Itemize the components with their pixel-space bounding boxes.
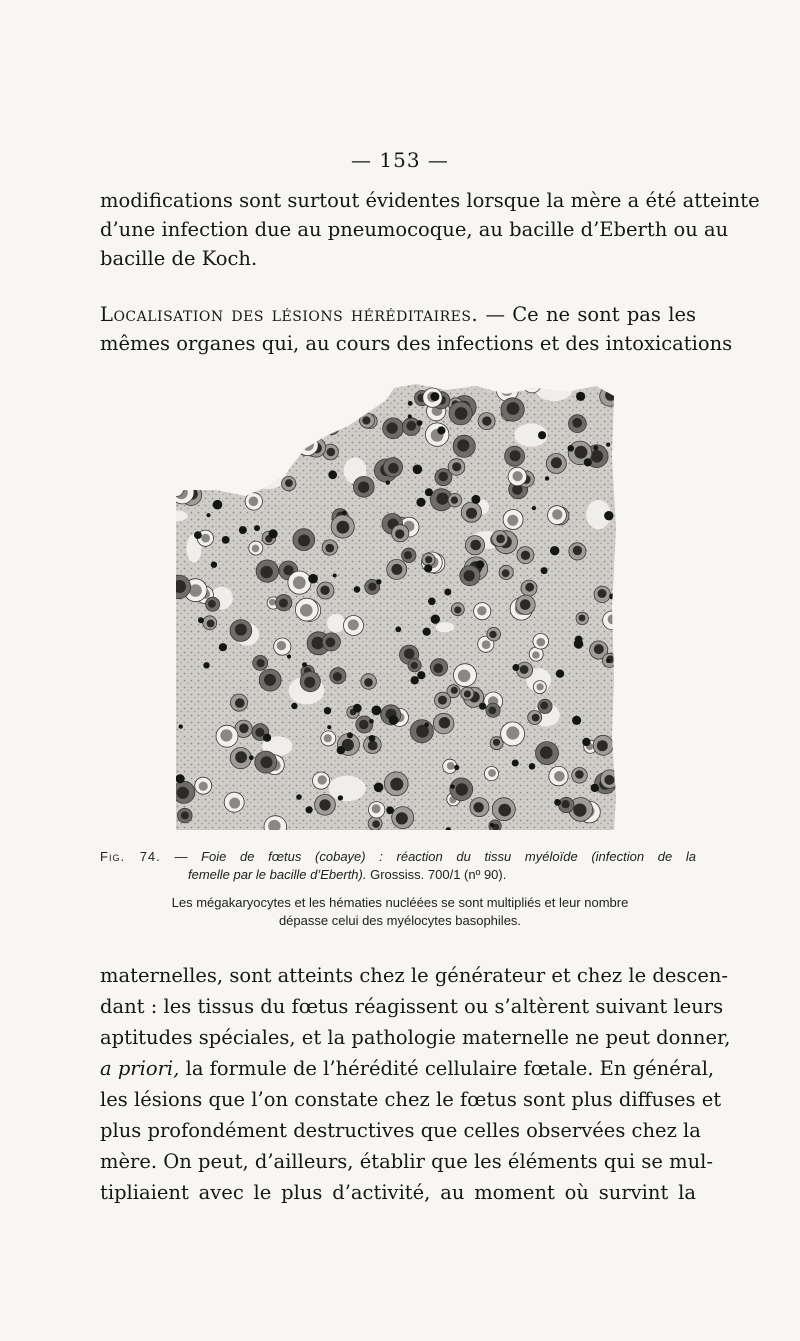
nucleated-erythrocyte	[416, 498, 425, 507]
nucleated-erythrocyte	[479, 703, 486, 710]
cell-nucleus	[199, 782, 208, 791]
nucleated-erythrocyte	[554, 799, 561, 806]
nucleated-erythrocyte	[369, 735, 376, 742]
nucleated-erythrocyte	[347, 732, 353, 738]
nucleated-erythrocyte	[342, 511, 347, 516]
cell-nucleus	[411, 662, 418, 669]
vacuole	[327, 614, 345, 633]
cell-nucleus	[341, 381, 349, 389]
blood-cell	[194, 455, 215, 476]
text-line: mêmes organes qui, au cours des infections et des intoxications	[100, 332, 733, 355]
nucleated-erythrocyte	[194, 531, 202, 539]
cell-nucleus	[368, 583, 376, 591]
cell-nucleus	[302, 439, 314, 451]
blood-cell	[254, 395, 276, 417]
text-line	[100, 1053, 715, 1084]
cell-nucleus	[396, 812, 408, 824]
nucleated-erythrocyte	[454, 765, 459, 770]
figure-magnification: Grossiss. 700/1 (nº 90).	[370, 867, 507, 882]
nucleated-erythrocyte	[219, 643, 227, 651]
nucleated-erythrocyte	[333, 574, 337, 578]
paragraph-2	[100, 300, 733, 358]
cell-nucleus	[259, 400, 271, 412]
nucleated-erythrocyte	[512, 760, 519, 767]
cell-nucleus	[320, 586, 329, 595]
cell-nucleus	[372, 820, 380, 828]
cell-nucleus	[279, 599, 288, 608]
cell-nucleus	[319, 799, 330, 810]
nucleated-erythrocyte	[512, 664, 519, 671]
cell-nucleus	[186, 401, 197, 412]
cell-nucleus	[573, 546, 582, 555]
blood-cell	[194, 386, 214, 406]
nucleated-erythrocyte	[206, 388, 213, 395]
cell-nucleus	[532, 651, 540, 659]
cell-nucleus	[264, 674, 276, 686]
blood-cell	[221, 428, 235, 442]
cell-nucleus	[554, 771, 565, 782]
nucleated-erythrocyte	[584, 458, 592, 466]
blood-cell	[320, 378, 335, 389]
nucleated-erythrocyte	[593, 445, 598, 450]
cell-nucleus	[207, 620, 215, 628]
cell-nucleus	[395, 529, 404, 538]
cell-nucleus	[498, 804, 511, 817]
blood-cell	[237, 461, 253, 477]
cell-nucleus	[390, 778, 403, 791]
cell-nucleus	[451, 687, 458, 694]
cell-nucleus	[597, 740, 608, 751]
cell-nucleus	[591, 450, 604, 463]
cell-nucleus	[388, 463, 399, 474]
cell-nucleus	[594, 644, 604, 654]
text-line: modifications sont surtout évidentes lorsque la mère a été atteinte	[100, 189, 760, 212]
cell-nucleus	[447, 762, 455, 770]
nucleated-erythrocyte	[545, 476, 549, 480]
cell-nucleus	[285, 479, 293, 487]
cell-nucleus	[537, 683, 544, 690]
nucleated-erythrocyte	[211, 562, 217, 568]
cell-nucleus	[176, 483, 181, 492]
blood-cell	[234, 459, 251, 476]
nucleated-erythrocyte	[353, 704, 362, 713]
nucleated-erythrocyte	[291, 703, 297, 709]
nucleated-erythrocyte	[306, 806, 313, 813]
nucleated-erythrocyte	[568, 445, 575, 452]
cell-nucleus	[277, 641, 286, 650]
cell-nucleus	[324, 734, 332, 742]
nucleated-erythrocyte	[428, 598, 436, 606]
cell-nucleus	[181, 811, 189, 819]
cell-nucleus	[261, 756, 273, 768]
cell-nucleus	[177, 787, 189, 799]
figure-caption	[100, 848, 696, 884]
nucleated-erythrocyte	[425, 488, 433, 496]
cell-nucleus	[506, 726, 519, 739]
cell-nucleus	[368, 741, 378, 751]
latin-phrase: a priori,	[100, 1057, 180, 1080]
cell-nucleus	[326, 544, 335, 553]
cell-nucleus	[537, 638, 546, 647]
nucleated-erythrocyte	[203, 662, 209, 668]
cell-nucleus	[520, 599, 531, 610]
legend-line-1: Les mégakaryocytes et les hématies nucléées se sont multipliés et leur nombre	[171, 895, 629, 910]
cell-nucleus	[220, 729, 232, 741]
page-number: — 153 —	[351, 148, 449, 172]
text-line: d’une infection due au pneumocoque, au bacille d’Eberth ou au	[100, 218, 729, 241]
cell-nucleus	[604, 775, 614, 785]
nucleated-erythrocyte	[471, 495, 480, 504]
cell-nucleus	[598, 589, 607, 598]
cell-nucleus	[406, 421, 416, 431]
nucleated-erythrocyte	[575, 636, 583, 644]
cell-nucleus	[304, 677, 315, 688]
cell-nucleus	[456, 783, 468, 795]
cell-nucleus	[358, 482, 369, 493]
text-line: mère. On peut, d’ailleurs, établir que les éléments qui se mul-	[100, 1150, 713, 1173]
nucleated-erythrocyte	[541, 567, 548, 574]
cell-nucleus	[507, 515, 518, 526]
blood-cell	[249, 437, 272, 460]
nucleated-erythrocyte	[206, 513, 210, 517]
cell-nucleus	[521, 551, 530, 560]
tissue-section	[176, 378, 616, 830]
cell-nucleus	[269, 599, 276, 606]
vacuole	[328, 776, 365, 802]
liver-tissue-micrograph	[176, 378, 616, 830]
nucleated-erythrocyte	[217, 389, 224, 396]
cell-nucleus	[332, 382, 339, 389]
cell-nucleus	[488, 707, 496, 715]
cell-nucleus	[439, 472, 448, 481]
nucleated-erythrocyte	[287, 654, 291, 658]
nucleated-erythrocyte	[606, 659, 610, 663]
cell-nucleus	[436, 493, 448, 505]
cell-nucleus	[575, 770, 584, 779]
cell-nucleus	[574, 446, 587, 459]
caption-dash: —	[174, 849, 188, 864]
vacuole	[250, 462, 287, 489]
cell-nucleus	[454, 606, 461, 613]
cell-nucleus	[298, 535, 310, 547]
cell-nucleus	[333, 672, 342, 681]
blood-cell	[509, 378, 528, 390]
nucleated-erythrocyte	[550, 546, 559, 555]
cell-nucleus	[488, 769, 496, 777]
blood-cell	[199, 452, 217, 470]
nucleated-erythrocyte	[263, 734, 271, 742]
nucleated-erythrocyte	[431, 615, 440, 624]
nucleated-erythrocyte	[411, 676, 419, 684]
nucleated-erythrocyte	[413, 465, 423, 475]
cell-nucleus	[470, 540, 481, 551]
cell-nucleus	[489, 631, 496, 638]
cell-nucleus	[439, 717, 450, 728]
cell-nucleus	[404, 649, 415, 660]
nucleated-erythrocyte	[213, 500, 223, 510]
cell-nucleus	[364, 678, 373, 687]
nucleated-erythrocyte	[296, 794, 302, 800]
cell-nucleus	[452, 462, 461, 471]
nucleated-erythrocyte	[532, 506, 536, 510]
section-heading: Localisation des lésions héréditaires.	[100, 303, 479, 326]
cell-nucleus	[561, 800, 569, 808]
nucleated-erythrocyte	[338, 795, 343, 800]
nucleated-erythrocyte	[239, 526, 247, 534]
cell-nucleus	[458, 670, 471, 683]
cell-nucleus	[323, 378, 331, 386]
nucleated-erythrocyte	[386, 480, 390, 484]
nucleated-erythrocyte	[222, 536, 230, 544]
cell-nucleus	[348, 619, 359, 630]
blood-cell	[228, 463, 240, 475]
cell-nucleus	[254, 442, 267, 455]
cell-nucleus	[552, 509, 562, 519]
cell-nucleus	[230, 467, 237, 474]
nucleated-erythrocyte	[389, 715, 399, 725]
cell-nucleus	[326, 637, 336, 647]
cell-nucleus	[372, 804, 381, 813]
cell-nucleus	[255, 728, 264, 737]
cell-nucleus	[520, 665, 529, 674]
cell-nucleus	[203, 455, 213, 465]
blood-cell	[194, 421, 211, 438]
nucleated-erythrocyte	[556, 670, 564, 678]
cell-nucleus	[514, 378, 524, 385]
nucleated-erythrocyte	[302, 662, 307, 667]
text-line: dant : les tissus du fœtus réagissent ou s’altèrent suivant leurs	[100, 995, 724, 1018]
nucleated-erythrocyte	[437, 426, 445, 434]
nucleated-erythrocyte	[529, 763, 536, 770]
cell-nucleus	[513, 471, 523, 481]
cell-nucleus	[235, 698, 245, 708]
cell-nucleus	[482, 640, 491, 649]
cell-nucleus	[199, 392, 210, 403]
cell-nucleus	[540, 746, 553, 759]
cell-nucleus	[327, 448, 336, 457]
cell-nucleus	[391, 564, 402, 575]
nucleated-erythrocyte	[308, 574, 318, 584]
nucleated-erythrocyte	[591, 784, 599, 792]
cell-nucleus	[438, 696, 447, 705]
text-span: la formule de l’hérédité cellulaire fœtale. En général,	[185, 1057, 715, 1080]
nucleated-erythrocyte	[609, 594, 615, 600]
cell-nucleus	[207, 427, 215, 435]
text-line: bacille de Koch.	[100, 247, 258, 270]
cell-nucleus	[249, 497, 259, 507]
nucleated-erythrocyte	[372, 706, 382, 716]
text-line: plus profondément destructives que celles observées chez la	[100, 1119, 701, 1142]
blood-cell	[297, 434, 318, 455]
cell-nucleus	[482, 416, 491, 425]
nucleated-erythrocyte	[476, 560, 484, 568]
blood-cell	[204, 425, 219, 440]
cell-nucleus	[198, 426, 207, 435]
nucleated-erythrocyte	[395, 626, 401, 632]
nucleated-erythrocyte	[582, 738, 590, 746]
cell-nucleus	[252, 545, 260, 553]
cell-nucleus	[507, 402, 520, 415]
nucleated-erythrocyte	[444, 589, 451, 596]
cell-nucleus	[359, 720, 368, 729]
cell-nucleus	[532, 714, 540, 722]
nucleated-erythrocyte	[324, 707, 331, 714]
cell-nucleus	[300, 604, 313, 617]
cell-nucleus	[225, 432, 233, 440]
cell-nucleus	[386, 422, 397, 433]
cell-nucleus	[337, 521, 350, 534]
blood-cell	[181, 396, 201, 416]
cell-nucleus	[245, 478, 254, 487]
cell-nucleus	[239, 724, 249, 734]
histology-figure	[176, 378, 616, 830]
text-line	[100, 300, 696, 329]
nucleated-erythrocyte	[408, 401, 413, 406]
vacuole	[436, 622, 455, 632]
nucleated-erythrocyte	[417, 420, 423, 426]
cell-nucleus	[201, 534, 210, 543]
text-line: tipliaient avec le plus d’activité, au moment où survint la	[100, 1181, 696, 1204]
cell-nucleus	[425, 556, 432, 563]
nucleated-erythrocyte	[510, 384, 516, 390]
cell-nucleus	[198, 458, 210, 470]
cell-nucleus	[527, 379, 537, 389]
cell-nucleus	[579, 615, 586, 622]
cell-nucleus	[493, 739, 500, 746]
blood-cell	[337, 378, 351, 392]
nucleated-erythrocyte	[408, 414, 412, 418]
cell-nucleus	[457, 439, 469, 451]
figure-description-cont: femelle par le bacille d’Eberth).	[188, 867, 367, 882]
nucleated-erythrocyte	[417, 671, 425, 679]
cell-nucleus	[466, 508, 477, 519]
cell-nucleus	[510, 450, 521, 461]
nucleated-erythrocyte	[354, 586, 361, 593]
nucleated-erythrocyte	[179, 724, 183, 728]
cell-nucleus	[473, 802, 483, 812]
vacuole	[536, 378, 573, 401]
cell-nucleus	[235, 751, 247, 763]
cell-nucleus	[455, 407, 468, 420]
cell-nucleus	[260, 566, 272, 578]
blood-cell	[241, 474, 257, 490]
figure-legend	[100, 894, 700, 930]
nucleated-erythrocyte	[604, 511, 613, 520]
cell-nucleus	[551, 457, 562, 468]
cell-nucleus	[404, 551, 412, 559]
nucleated-erythrocyte	[424, 564, 432, 572]
cell-nucleus	[525, 583, 534, 592]
nucleated-erythrocyte	[249, 755, 254, 760]
cell-nucleus	[240, 464, 249, 473]
text-line: les lésions que l’on constate chez le fœtus sont plus diffuses et	[100, 1088, 722, 1111]
nucleated-erythrocyte	[430, 392, 439, 401]
figure-description: Foie de fœtus (cobaye) : réaction du tissu myéloïde (infection de la	[201, 849, 696, 864]
blood-cell	[292, 381, 315, 404]
figure-label: Fig. 74.	[100, 849, 161, 864]
nucleated-erythrocyte	[386, 806, 394, 814]
text-line: aptitudes spéciales, et la pathologie maternelle ne peut donner,	[100, 1026, 731, 1049]
cell-nucleus	[317, 775, 326, 784]
cell-nucleus	[496, 535, 505, 544]
nucleated-erythrocyte	[538, 431, 546, 439]
nucleated-erythrocyte	[576, 392, 585, 401]
nucleated-erythrocyte	[423, 628, 431, 636]
cell-nucleus	[329, 424, 337, 432]
blood-cell	[523, 378, 542, 393]
nucleated-erythrocyte	[275, 381, 282, 388]
nucleated-erythrocyte	[337, 746, 345, 754]
paragraph-1	[100, 186, 760, 273]
cell-nucleus	[573, 804, 586, 817]
paragraph-3	[100, 960, 731, 1208]
nucleated-erythrocyte	[606, 443, 610, 447]
caption-line-1	[100, 848, 696, 866]
cell-nucleus	[502, 569, 510, 577]
nucleated-erythrocyte	[198, 617, 204, 623]
nucleated-erythrocyte	[376, 579, 381, 584]
cell-nucleus	[362, 416, 370, 424]
nucleated-erythrocyte	[269, 529, 278, 538]
nucleated-erythrocyte	[254, 525, 260, 531]
cell-nucleus	[298, 387, 311, 400]
nucleated-erythrocyte	[450, 784, 454, 788]
cell-nucleus	[451, 496, 458, 503]
cell-nucleus	[229, 798, 240, 809]
nucleated-erythrocyte	[374, 783, 384, 793]
cell-nucleus	[257, 659, 265, 667]
cell-nucleus	[208, 600, 216, 608]
cell-nucleus	[572, 418, 582, 428]
nucleated-erythrocyte	[572, 716, 581, 725]
text-line: maternelles, sont atteints chez le générateur et chez le descen-	[100, 964, 729, 987]
cell-nucleus	[235, 624, 247, 636]
cell-nucleus	[540, 702, 548, 710]
cell-nucleus	[477, 606, 486, 615]
heading-continuation: — Ce ne sont pas les	[485, 303, 697, 326]
cell-nucleus	[237, 464, 246, 473]
nucleated-erythrocyte	[327, 725, 331, 729]
cell-nucleus	[605, 390, 616, 401]
nucleated-erythrocyte	[424, 722, 429, 727]
blood-cell	[325, 421, 339, 435]
legend-line-2: dépasse celui des myélocytes basophiles.	[278, 913, 522, 928]
caption-line-2	[100, 866, 696, 884]
cell-nucleus	[501, 384, 513, 396]
nucleated-erythrocyte	[369, 719, 374, 724]
nucleated-erythrocyte	[328, 470, 337, 479]
cell-nucleus	[464, 690, 471, 697]
cell-nucleus	[189, 584, 202, 597]
cell-nucleus	[434, 663, 444, 673]
blood-cell	[330, 378, 343, 391]
nucleated-erythrocyte	[490, 823, 495, 828]
cell-nucleus	[293, 576, 306, 589]
cell-nucleus	[464, 570, 475, 581]
